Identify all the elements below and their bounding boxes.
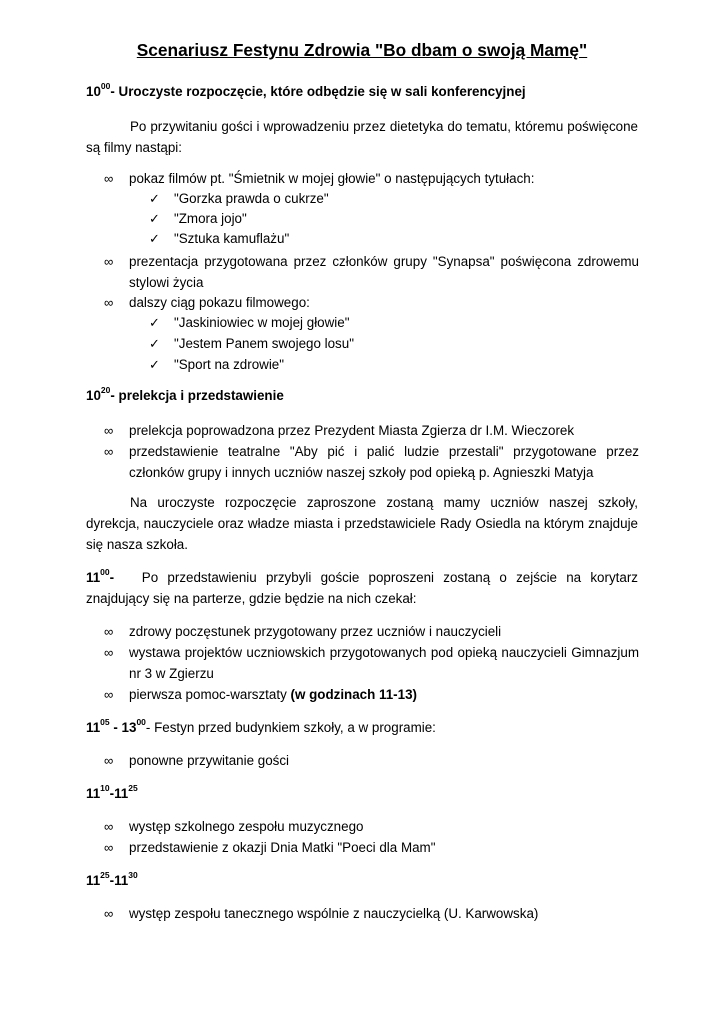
checkmark-icon: ✓ [149, 231, 160, 246]
time-minute: 00 [100, 567, 110, 577]
time-minute: 00 [100, 81, 111, 91]
film-title: "Gorzka prawda o cukrze" [174, 191, 329, 206]
list-item: występ zespołu tanecznego wspólnie z nauczycielką (U. Karwowska) [129, 906, 539, 921]
infinity-bullet-icon: ∞ [104, 423, 114, 438]
infinity-bullet-icon: ∞ [104, 171, 114, 186]
film-title: "Sztuka kamuflażu" [174, 231, 290, 246]
time-hour: 11 [86, 570, 101, 585]
heading-text: - Festyn przed budynkiem szkoły, a w programie: [145, 720, 436, 735]
infinity-bullet-icon: ∞ [104, 840, 114, 855]
intro-text: Po przywitaniu gości i wprowadzeniu przez dietetyka do tematu, któremu poświęcone są filmy nastąpi: [86, 119, 638, 155]
list-item: występ szkolnego zespołu muzycznego [129, 819, 364, 834]
list-item: prezentacja przygotowana przez członków grupy "Synapsa" poświęcona zdrowemu stylowi życia [129, 254, 639, 290]
infinity-bullet-icon: ∞ [104, 645, 114, 660]
list-item-text: pierwsza pomoc-warsztaty [129, 687, 287, 702]
checkmark-icon: ✓ [149, 191, 160, 206]
time-separator: - [109, 786, 115, 801]
time-minute: 25 [100, 870, 110, 880]
infinity-bullet-icon: ∞ [104, 906, 114, 921]
list-item: pokaz filmów pt. "Śmietnik w mojej głowie" o następujących tytułach: [129, 171, 535, 186]
section-heading-1020 [86, 386, 284, 406]
time-hour: 11 [86, 786, 101, 801]
infinity-bullet-icon: ∞ [104, 819, 114, 834]
film-title: "Jestem Panem swojego losu" [174, 336, 354, 351]
time-hour: 13 [121, 720, 137, 735]
list-item: prelekcja poprowadzona przez Prezydent Miasta Zgierza dr I.M. Wieczorek [129, 423, 575, 438]
heading-text: - Uroczyste rozpoczęcie, które odbędzie się w sali konferencyjnej [110, 84, 526, 99]
section-heading-1125 [86, 871, 138, 891]
list-item [129, 685, 417, 706]
section-heading-1000 [86, 82, 526, 102]
list-item: zdrowy poczęstunek przygotowany przez uczniów i nauczycieli [129, 624, 502, 639]
section-heading-1110 [86, 784, 138, 804]
infinity-bullet-icon: ∞ [104, 295, 114, 310]
time-hour: 10 [86, 388, 101, 403]
time-minute: 05 [100, 717, 110, 727]
list-item: przedstawienie teatralne "Aby pić i palić ludzie przestali" przygotowane przez członków grupy i innych uczniów naszej szkoły pod opieką p. Agnieszki Matyja [129, 444, 639, 480]
section-heading-1105 [86, 718, 436, 738]
list-item: ponowne przywitanie gości [129, 753, 290, 768]
time-minute: 20 [100, 385, 111, 395]
time-minute: 00 [136, 717, 146, 727]
time-hour: 11 [114, 786, 129, 801]
time-dash: - [109, 570, 115, 585]
intro-paragraph [86, 116, 638, 158]
list-item: wystawa projektów uczniowskich przygotowanych pod opieką nauczycieli Gimnazjum nr 3 w Zgierzu [129, 645, 639, 681]
time-separator: - [109, 720, 122, 735]
infinity-bullet-icon: ∞ [104, 753, 114, 768]
invitation-text: Na uroczyste rozpoczęcie zaproszone zostaną mamy uczniów naszej szkoły, dyrekcja, nauczyciele oraz władze miasta i przedstawiciele Rady Osiedla na którym znajduje się nasza szkoła. [86, 495, 638, 552]
checkmark-icon: ✓ [149, 336, 160, 351]
checkmark-icon: ✓ [149, 357, 160, 372]
time-minute: 25 [128, 783, 138, 793]
time-minute: 30 [128, 870, 138, 880]
film-title: "Zmora jojo" [174, 211, 247, 226]
checkmark-icon: ✓ [149, 315, 160, 330]
list-item: przedstawienie z okazji Dnia Matki "Poeci dla Mam" [129, 840, 436, 855]
time-hour: 11 [114, 873, 129, 888]
film-title: "Sport na zdrowie" [174, 357, 284, 372]
time-separator: - [109, 873, 115, 888]
film-title: "Jaskiniowiec w mojej głowie" [174, 315, 350, 330]
invitation-paragraph [86, 492, 638, 555]
infinity-bullet-icon: ∞ [104, 254, 114, 269]
section-text: Po przedstawieniu przybyli goście poproszeni zostaną o zejście na korytarz znajdujący się na parterze, gdzie będzie na nich czekał: [86, 570, 638, 606]
infinity-bullet-icon: ∞ [104, 624, 114, 639]
time-hour: 10 [86, 84, 101, 99]
hours-note: (w godzinach 11-13) [290, 687, 417, 702]
infinity-bullet-icon: ∞ [104, 687, 114, 702]
infinity-bullet-icon: ∞ [104, 444, 114, 459]
section-paragraph-1100 [86, 567, 638, 609]
heading-text: - prelekcja i przedstawienie [110, 388, 284, 403]
document-title: Scenariusz Festynu Zdrowia "Bo dbam o swoją Mamę" [136, 40, 588, 60]
time-hour: 11 [86, 720, 101, 735]
time-minute: 10 [100, 783, 110, 793]
list-item: dalszy ciąg pokazu filmowego: [129, 295, 310, 310]
checkmark-icon: ✓ [149, 211, 160, 226]
time-hour: 11 [86, 873, 101, 888]
